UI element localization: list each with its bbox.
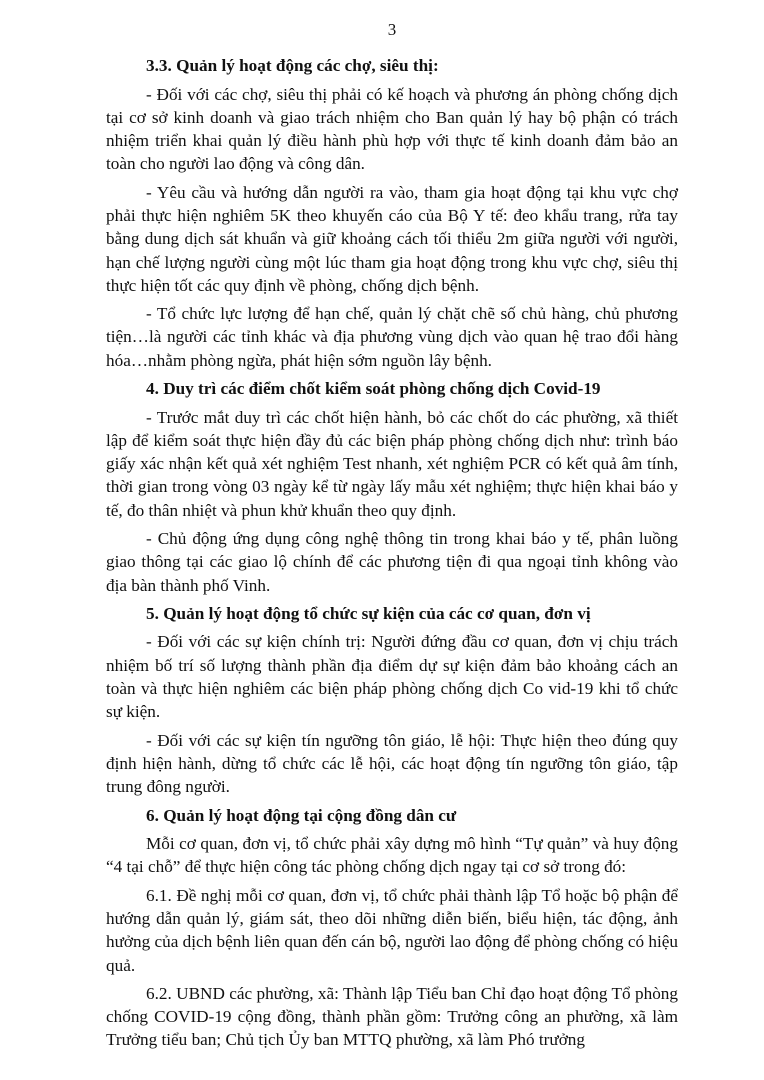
paragraph: - Trước mắt duy trì các chốt hiện hành, bỏ các chốt do các phường, xã thiết lập để kiểm soát thực hiện đầy đủ các biện pháp phòng chống dịch như: trình báo giấy xác nhận kết quả xét nghiệm Test nhanh, xét nghiệm PCR có kết quả âm tính, thời gian trong vòng 03 ngày kể từ ngày lấy mẫu xét nghiệm; thực hiện khai báo y tế, đo thân nhiệt và phun khử khuẩn theo quy định. (106, 407, 678, 520)
paragraph: - Yêu cầu và hướng dẫn người ra vào, tham gia hoạt động tại khu vực chợ phải thực hiện nghiêm 5K theo khuyến cáo của Bộ Y tế: đeo khẩu trang, rửa tay bằng dung dịch sát khuẩn và giữ khoảng cách tối thiểu 2m giữa người với người, hạn chế lượng người cùng một lúc tham gia hoạt động trong khu vực chợ, siêu thị thực hiện tốt các quy định về phòng, chống dịch bệnh. (106, 182, 678, 295)
paragraph: - Đối với các chợ, siêu thị phải có kế hoạch và phương án phòng chống dịch tại cơ sở kinh doanh và giao trách nhiệm cho Ban quản lý hay bộ phận có trách nhiệm triển khai quản lý điều hành phù hợp với thực tế kinh doanh đảm bảo an toàn cho người lao động và công dân. (106, 84, 678, 174)
paragraph: 6.1. Đề nghị mỗi cơ quan, đơn vị, tổ chức phải thành lập Tổ hoặc bộ phận để hướng dẫn quản lý, giám sát, theo dõi những diễn biến, biểu hiện, tác động, ảnh hưởng của dịch bệnh liên quan đến cán bộ, người lao động để phòng chống có hiệu quả. (106, 885, 678, 975)
paragraph: 6.2. UBND các phường, xã: Thành lập Tiểu ban Chỉ đạo hoạt động Tổ phòng chống COVID-19 cộng đồng, thành phần gồm: Trưởng công an phường, xã làm Trưởng tiểu ban; Chủ tịch Ủy ban MTTQ phường, xã làm Phó trưởng (106, 983, 678, 1050)
section-heading-4: 4. Duy trì các điểm chốt kiểm soát phòng chống dịch Covid-19 (146, 379, 601, 399)
paragraph: - Đối với các sự kiện chính trị: Người đứng đầu cơ quan, đơn vị chịu trách nhiệm bố trí số lượng thành phần địa điểm dự sự kiện đảm bảo khoảng cách an toàn và thực hiện nghiêm các biện pháp phòng chống dịch Co vid-19 khi tổ chức sự kiện. (106, 632, 678, 722)
paragraph: - Đối với các sự kiện tín ngưỡng tôn giáo, lễ hội: Thực hiện theo đúng quy định hiện hành, dừng tổ chức các lễ hội, các hoạt động tín ngưỡng tôn giáo, tập trung đông người. (106, 730, 678, 797)
section-heading-5: 5. Quản lý hoạt động tổ chức sự kiện của các cơ quan, đơn vị (146, 603, 591, 623)
section-heading-3-3: 3.3. Quản lý hoạt động các chợ, siêu thị: (146, 56, 439, 75)
page-number: 3 (387, 20, 397, 39)
paragraph: - Tổ chức lực lượng để hạn chế, quản lý chặt chẽ số chủ hàng, chủ phương tiện…là người các tỉnh khác và địa phương vùng dịch vào quan hệ trao đổi hàng hóa…nhằm phòng ngừa, phát hiện sớm nguồn lây bệnh. (106, 304, 678, 370)
section-heading-6: 6. Quản lý hoạt động tại cộng đồng dân cư (146, 805, 457, 825)
paragraph: Mỗi cơ quan, đơn vị, tổ chức phải xây dựng mô hình “Tự quản” và huy động “4 tại chỗ” để thực hiện công tác phòng chống dịch ngay tại cơ sở trong đó: (106, 834, 678, 877)
paragraph: - Chủ động ứng dụng công nghệ thông tin trong khai báo y tế, phân luồng giao thông tại các giao lộ chính để các phương tiện đi qua ngoại tỉnh không vào địa bàn thành phố Vinh. (106, 529, 678, 595)
